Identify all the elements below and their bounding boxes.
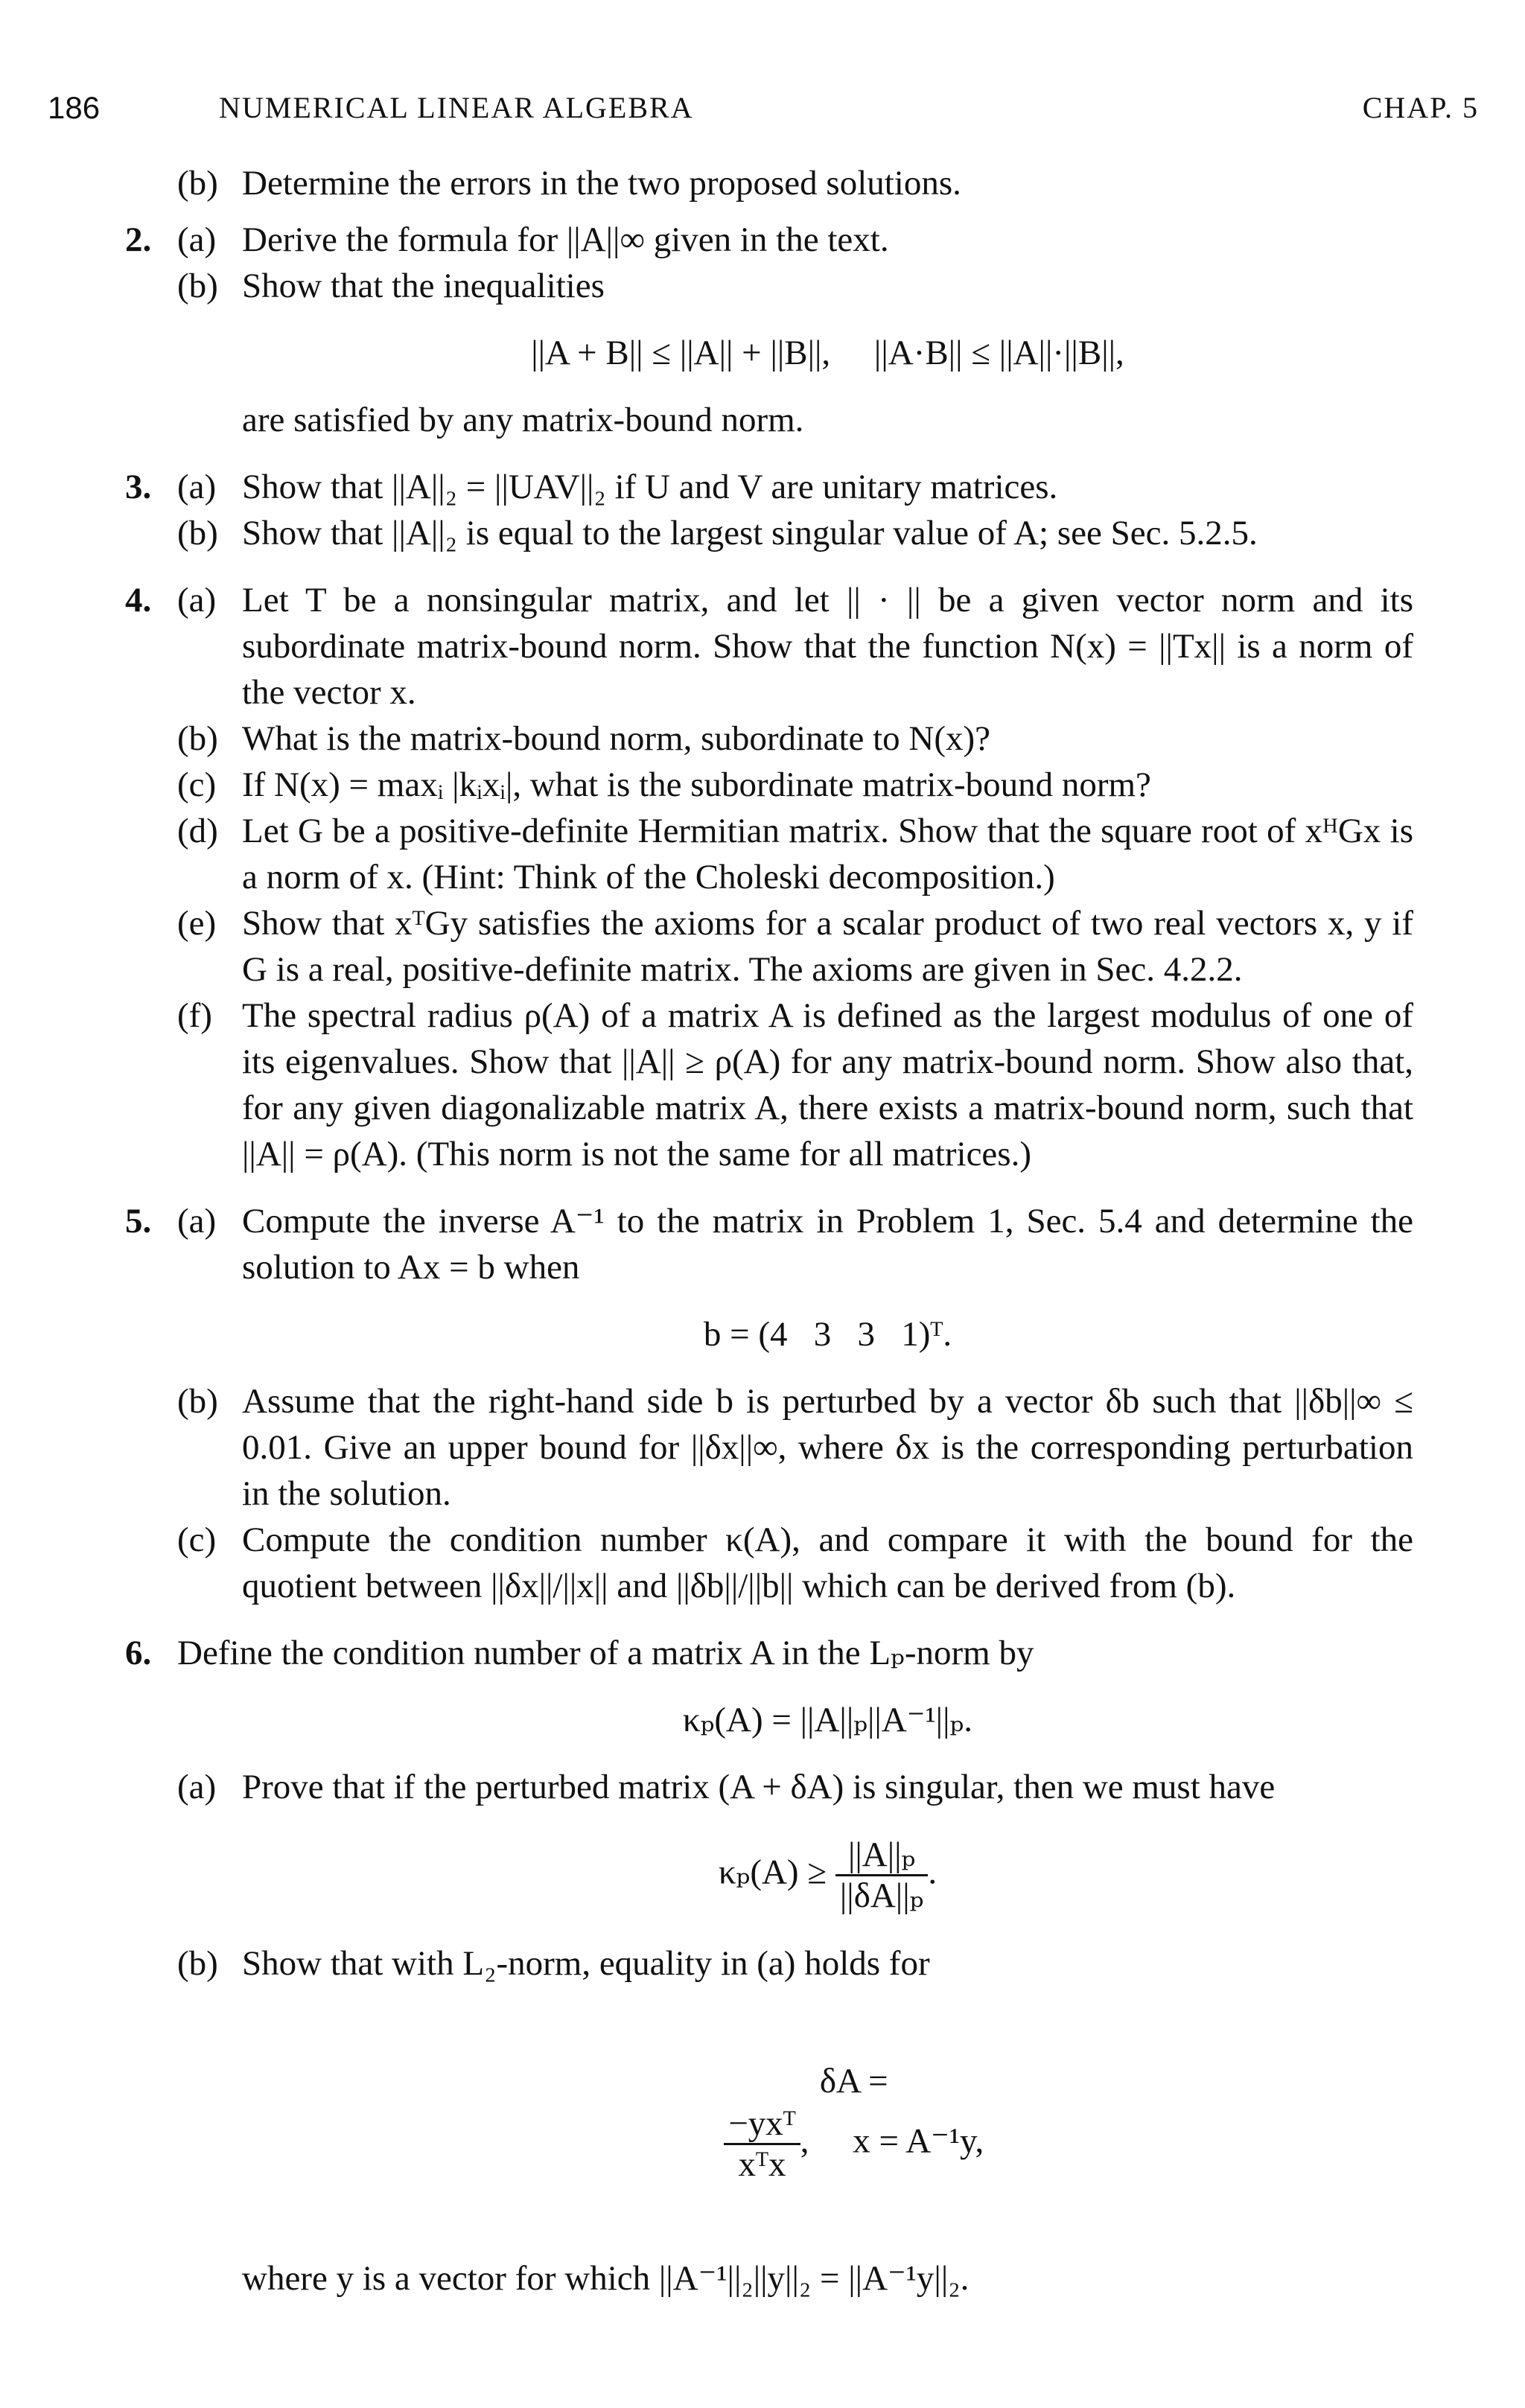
problem-text: If N(x) = maxᵢ |kᵢxᵢ|, what is the subordinate matrix-bound norm? <box>242 765 1151 804</box>
problem-4f <box>0 993 1525 1177</box>
eq-end: . <box>928 1853 937 1892</box>
chapter-label: CHAP. 5 <box>1362 91 1479 124</box>
problem-text: Show that ||A||₂ is equal to the largest singular value of A; see Sec. 5.2.5. <box>242 514 1258 552</box>
sub-label: (a) <box>177 1768 217 1806</box>
problem-list <box>0 160 1525 2302</box>
eq-lhs: δA = <box>819 2062 888 2100</box>
fraction <box>835 1835 929 1915</box>
problem-3b <box>0 510 1525 556</box>
problem-number: 4. <box>125 581 152 619</box>
problem-text: What is the matrix-bound norm, subordinate to N(x)? <box>242 719 991 758</box>
problem-5a <box>0 1198 1525 1290</box>
problem-2b <box>0 263 1525 309</box>
problem-number: 3. <box>125 468 152 506</box>
sub-label: (f) <box>177 996 212 1035</box>
problem-number: 6. <box>125 1634 152 1672</box>
sub-label: (b) <box>177 719 218 758</box>
problem-text: Let T be a nonsingular matrix, and let || · || be a given vector norm and its subordinate matrix-bound norm. Show that the function N(x) = ||Tx|| is a norm of the vector x. <box>242 581 1413 712</box>
problem-text: Let G be a positive-definite Hermitian matrix. Show that the square root of xᴴGx is a norm of x. (Hint: Think of the Choleski decomposition.) <box>242 812 1413 896</box>
sub-label: (a) <box>177 468 217 506</box>
numerator: −yxᵀ <box>724 2104 800 2145</box>
denominator: ||δA||ₚ <box>839 1876 924 1915</box>
display-equation: ||A + B|| ≤ ||A|| + ||B||, ||A·B|| ≤ ||A||·||B||, <box>531 334 1124 372</box>
problem-text: Derive the formula for ||A||∞ given in the text. <box>242 220 889 259</box>
problem-4e <box>0 900 1525 993</box>
problem-number: 2. <box>125 220 152 259</box>
problem-6b-cont: where y is a vector for which ||A⁻¹||₂||y||₂ = ||A⁻¹y||₂. <box>242 2259 970 2298</box>
problem-text: Assume that the right-hand side b is perturbed by a vector δb such that ||δb||∞ ≤ 0.01. Give an upper bound for ||δx||∞, where δx is the corresponding perturbation in the solution. <box>242 1382 1413 1513</box>
problem-4a <box>0 577 1525 716</box>
problem-5c <box>0 1517 1525 1609</box>
problem-text: Compute the inverse A⁻¹ to the matrix in Problem 1, Sec. 5.4 and determine the solution to Ax = b when <box>242 1202 1413 1287</box>
sub-label: (b) <box>177 267 218 305</box>
problem-5b <box>0 1378 1525 1517</box>
problem-text: Show that xᵀGy satisfies the axioms for a scalar product of two real vectors x, y if G is a real, positive-definite matrix. The axioms are given in Sec. 4.2.2. <box>242 904 1413 989</box>
problem-3a <box>0 464 1525 510</box>
sub-label: (b) <box>177 1382 218 1421</box>
display-fraction-equation <box>0 2012 1525 2230</box>
sub-label: (a) <box>177 581 217 619</box>
problem-text: The spectral radius ρ(A) of a matrix A is defined as the largest modulus of one of its eigenvalues. Show that ||A|| ≥ ρ(A) for any matrix-bound norm. Show also that, for any given diagonalizable matrix A, there exists a matrix-bound norm, such that ||A|| = ρ(A). (This norm is not the same for all matrices.) <box>242 996 1413 1173</box>
running-title: NUMERICAL LINEAR ALGEBRA <box>219 91 694 124</box>
page-header <box>48 82 1479 134</box>
problem-text: Compute the condition number κ(A), and compare it with the bound for the quotient between ||δx||/||x|| and ||δb||/||b|| which can be derived from (b). <box>242 1520 1413 1605</box>
problem-6 <box>0 1630 1525 1676</box>
problem-2b-cont: are satisfied by any matrix-bound norm. <box>242 401 804 439</box>
sub-label: (a) <box>177 1202 217 1240</box>
sub-label: (c) <box>177 765 217 804</box>
sub-label: (b) <box>177 514 218 552</box>
sub-label: (e) <box>177 904 217 943</box>
sub-label: (b) <box>177 164 218 203</box>
problem-text: Show that ||A||₂ = ||UAV||₂ if U and V are unitary matrices. <box>242 468 1058 506</box>
problem-text: Determine the errors in the two proposed solutions. <box>242 164 961 203</box>
problem-4c <box>0 762 1525 808</box>
problem-2a <box>0 217 1525 263</box>
problem-1b <box>0 160 1525 206</box>
problem-text: Show that with L₂-norm, equality in (a) holds for <box>242 1944 930 1983</box>
denominator: xᵀx <box>738 2145 786 2184</box>
display-equation: κₚ(A) = ||A||ₚ||A⁻¹||ₚ. <box>682 1701 973 1739</box>
problem-4b <box>0 716 1525 762</box>
numerator: ||A||ₚ <box>835 1835 929 1876</box>
page-number: 186 <box>48 90 101 125</box>
problem-number: 5. <box>125 1202 152 1240</box>
sub-label: (a) <box>177 220 217 259</box>
display-equation: b = (4 3 3 1)ᵀ. <box>703 1315 952 1354</box>
problem-text: Prove that if the perturbed matrix (A + δA) is singular, then we must have <box>242 1768 1276 1806</box>
display-fraction-equation <box>0 1835 1525 1915</box>
problem-text: Define the condition number of a matrix A in the Lₚ-norm by <box>177 1634 1034 1672</box>
eq-lhs: κₚ(A) ≥ <box>718 1853 827 1892</box>
problem-6a <box>0 1764 1525 1810</box>
problem-4d <box>0 808 1525 900</box>
sub-label: (b) <box>177 1944 218 1983</box>
eq-rhs: , x = A⁻¹y, <box>800 2121 984 2161</box>
sub-label: (c) <box>177 1520 217 1559</box>
fraction <box>724 2104 800 2184</box>
problem-text: Show that the inequalities <box>242 267 605 305</box>
sub-label: (d) <box>177 812 218 850</box>
problem-6b <box>0 1940 1525 1987</box>
